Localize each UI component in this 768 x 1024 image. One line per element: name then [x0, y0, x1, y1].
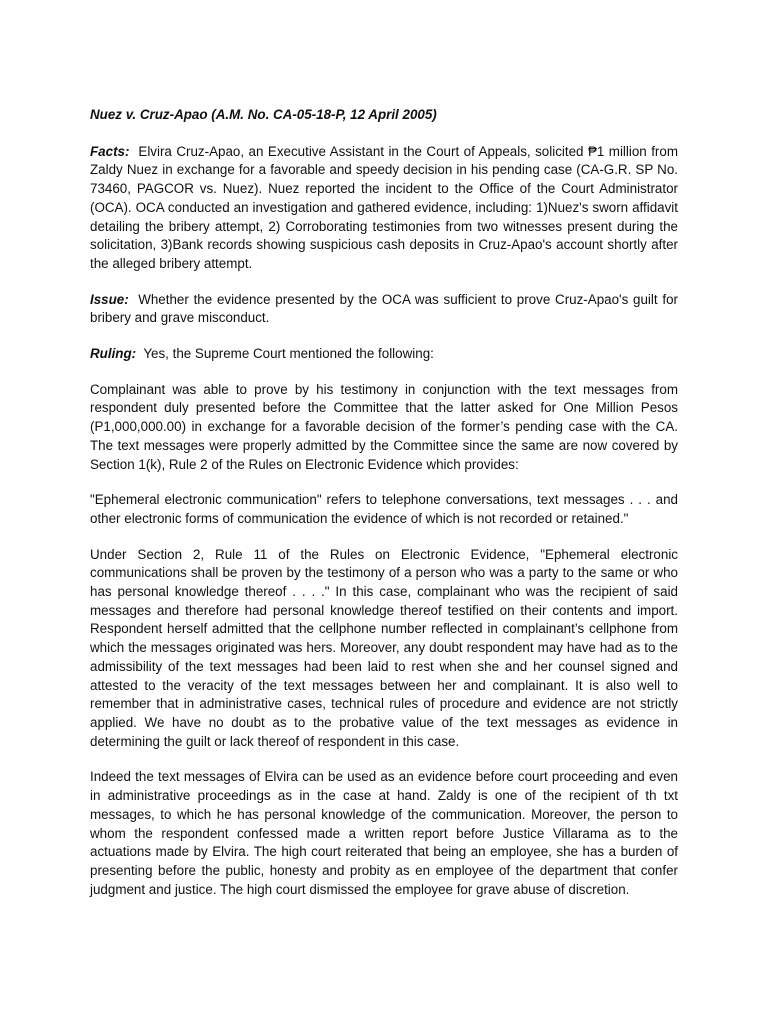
facts-label: Facts: — [90, 143, 130, 159]
ruling-paragraph — [90, 345, 678, 364]
issue-text: Whether the evidence presented by the OCA was sufficient to prove Cruz-Apao's guilt for bribery and grave misconduct. — [90, 291, 678, 326]
case-title: Nuez v. Cruz-Apao (A.M. No. CA-05-18-P, 12 April 2005) — [90, 107, 437, 122]
body-paragraph-conclusion: Indeed the text messages of Elvira can be used as an evidence before court proceeding and even in administrative proceedings as in the case at hand. Zaldy is one of the recipient of th txt messages, to which he has personal knowledge of the communication. Moreover, the person to whom the respondent confessed made a written report before Justice Villarama as to the actuations made by Elvira. The high court reiterated that being an employee, she has a burden of presenting before the public, honesty and probity as en employee of the department that confer judgment and justice. The high court dismissed the employee for grave abuse of discretion. — [90, 769, 678, 897]
ruling-label: Ruling: — [90, 346, 137, 362]
ruling-text: Yes, the Supreme Court mentioned the following: — [143, 346, 434, 362]
body-paragraph-definition-quote: "Ephemeral electronic communication" refers to telephone conversations, text messages . . . and other electronic forms of communication the evidence of which is not recorded or retained." — [90, 492, 678, 526]
facts-text: Elvira Cruz-Apao, an Executive Assistant in the Court of Appeals, solicited ₱1 million from Zaldy Nuez in exchange for a favorable and speedy decision in his pending case (CA-G.R. SP No. 73460, PAGCOR vs. Nuez). Nuez reported the incident to the Office of the Court Administrator (OCA). OCA conducted an investigation and gathered evidence, including: 1)Nuez's sworn affidavit detailing the bribery attempt, 2) Corroborating testimonies from two witnesses present during the solicitation, 3)Bank records showing suspicious cash deposits in Cruz-Apao's account shortly after the alleged bribery attempt. — [90, 143, 678, 271]
issue-label: Issue: — [90, 291, 129, 307]
body-paragraph-rule-11: Under Section 2, Rule 11 of the Rules on Electronic Evidence, "Ephemeral electronic communications shall be proven by the testimony of a person who was a party to the same or who has personal knowledge thereof . . . ." In this case, complainant who was the recipient of said messages and therefore had personal knowledge thereof testified on their contents and import. Respondent herself admitted that the cellphone number reflected in complainant’s cellphone from which the messages originated was hers. Moreover, any doubt respondent may have had as to the admissibility of the text messages had been laid to rest when she and her counsel signed and attested to the veracity of the text messages between her and complainant. It is also well to remember that in administrative cases, technical rules of procedure and evidence are not strictly applied. We have no doubt as to the probative value of the text messages as evidence in determining the guilt or lack thereof of respondent in this case. — [90, 546, 678, 749]
issue-paragraph — [90, 291, 678, 328]
facts-paragraph — [90, 143, 678, 274]
document-page — [90, 106, 678, 916]
body-paragraph-complainant: Complainant was able to prove by his testimony in conjunction with the text messages from respondent duly presented before the Committee that the latter asked for One Million Pesos (P1,000,000.00) in exchange for a favorable decision of the former’s pending case with the CA. The text messages were properly admitted by the Committee since the same are now covered by Section 1(k), Rule 2 of the Rules on Electronic Evidence which provides: — [90, 381, 678, 472]
